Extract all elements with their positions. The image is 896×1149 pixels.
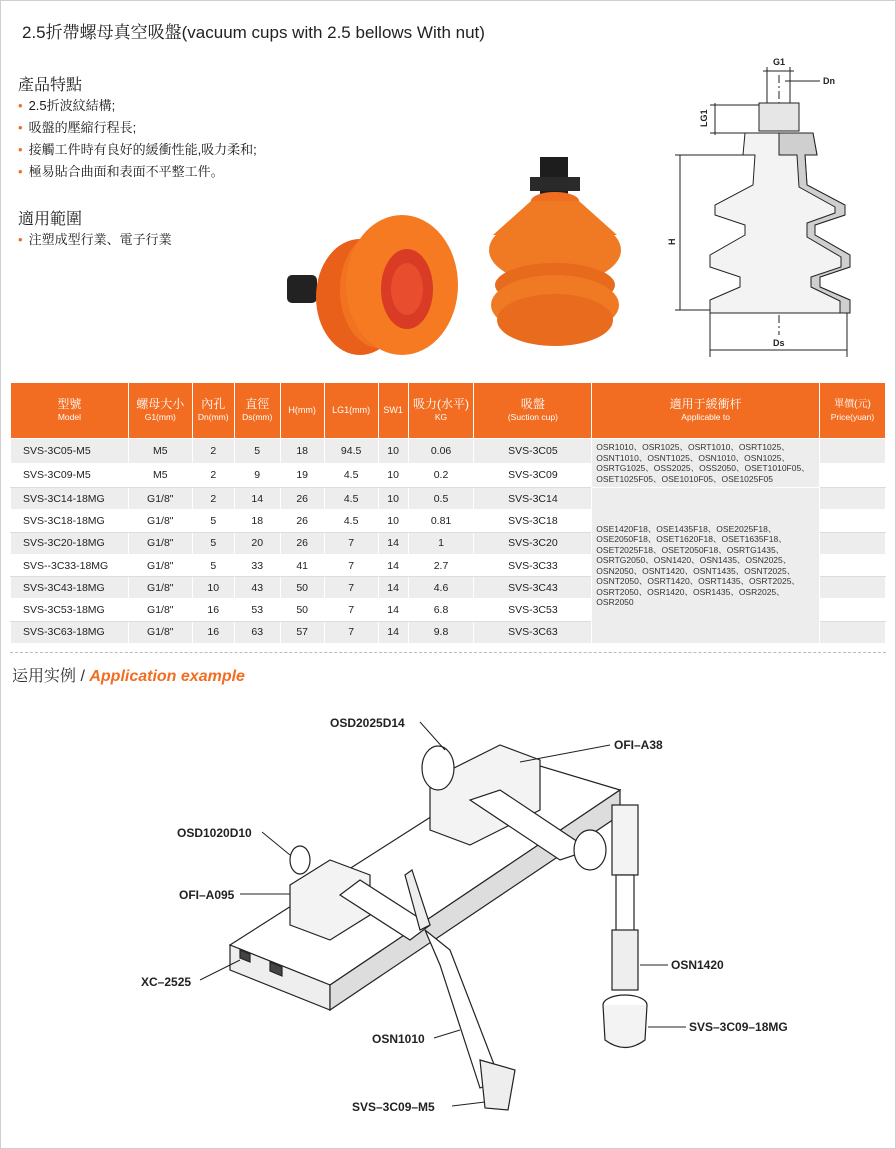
feature-item: • 接觸工件時有良好的緩衝性能,吸力柔和; xyxy=(18,139,257,161)
table-cell: 14 xyxy=(378,532,408,554)
table-cell: SVS-3C43-18MG xyxy=(11,577,129,599)
table-cell: SVS-3C14-18MG xyxy=(11,488,129,510)
table-cell: 57 xyxy=(280,621,324,643)
table-cell: SVS--3C33-18MG xyxy=(11,554,129,576)
price-cell xyxy=(819,554,885,576)
table-cell: 20 xyxy=(234,532,280,554)
table-cell: 50 xyxy=(280,577,324,599)
callout-ofi-a095: OFI–A095 xyxy=(179,888,235,902)
price-cell xyxy=(819,621,885,643)
table-cell: 50 xyxy=(280,599,324,621)
table-cell: 63 xyxy=(234,621,280,643)
application-assembly-drawing xyxy=(0,700,896,1140)
table-cell: 14 xyxy=(378,554,408,576)
table-cell: G1/8" xyxy=(128,621,192,643)
table-cell: 94.5 xyxy=(324,439,378,464)
table-cell: SVS-3C33 xyxy=(474,554,592,576)
table-cell: 10 xyxy=(378,439,408,464)
col-header: 內孔 Dn(mm) xyxy=(192,383,234,439)
col-header: 單價(元) Price(yuan) xyxy=(819,383,885,439)
page-title: 2.5折帶螺母真空吸盤(vacuum cups with 2.5 bellows With nut) xyxy=(22,23,485,42)
applicable-cell: OSE1420F18、OSE1435F18、OSE2025F18、OSE2050F18、OSET1620F18、OSET1635F18、OSET2025F18、OSET2050F18、OSRTG1435、OSRTG2050、OSN1420、OSN1435、OSN2025、OSN2050、OSNT1420、OSNT1435、OSNT2025、OSNT2050、OSRT1420、OSRT1435、OSRT2025、OSRT2050、OSR1420、OSR1435、OSR2025、OSR2050 xyxy=(592,488,820,644)
table-cell: 14 xyxy=(378,599,408,621)
lg1-label: LG1 xyxy=(699,109,709,127)
table-cell: 18 xyxy=(234,510,280,532)
table-cell: SVS-3C14 xyxy=(474,488,592,510)
table-cell: 0.5 xyxy=(408,488,474,510)
table-cell: 5 xyxy=(192,532,234,554)
callout-osn1420: OSN1420 xyxy=(671,958,724,972)
table-cell: 2 xyxy=(192,488,234,510)
table-cell: 19 xyxy=(280,463,324,488)
table-cell: 18 xyxy=(280,439,324,464)
table-cell: 1 xyxy=(408,532,474,554)
table-cell: 0.06 xyxy=(408,439,474,464)
col-header: 吸力(水平) KG xyxy=(408,383,474,439)
table-cell: 26 xyxy=(280,532,324,554)
table-row xyxy=(11,439,886,464)
table-cell: 7 xyxy=(324,532,378,554)
table-cell: 10 xyxy=(378,463,408,488)
price-cell xyxy=(819,439,885,464)
col-header: 型號 Model xyxy=(11,383,129,439)
usage-list xyxy=(18,229,172,251)
table-cell: 6.8 xyxy=(408,599,474,621)
dimension-drawing xyxy=(655,55,855,365)
table-cell: 10 xyxy=(378,510,408,532)
table-cell: 7 xyxy=(324,599,378,621)
col-header: H(mm) xyxy=(280,383,324,439)
table-cell: SVS-3C20-18MG xyxy=(11,532,129,554)
usage-item: • 注塑成型行業、電子行業 xyxy=(18,229,172,251)
table-cell: SVS-3C53-18MG xyxy=(11,599,129,621)
col-header: 螺母大小 G1(mm) xyxy=(128,383,192,439)
table-cell: 5 xyxy=(192,510,234,532)
table-cell: 4.6 xyxy=(408,577,474,599)
price-cell xyxy=(819,532,885,554)
section-divider xyxy=(10,652,886,653)
table-cell: SVS-3C63-18MG xyxy=(11,621,129,643)
callout-svs-3c09-m5: SVS–3C09–M5 xyxy=(352,1100,435,1114)
dn-label: Dn xyxy=(823,76,835,86)
usage-heading: 適用範圍 xyxy=(18,211,83,228)
feature-item: • 2.5折波紋結構; xyxy=(18,95,257,117)
table-cell: 53 xyxy=(234,599,280,621)
table-cell: SVS-3C05 xyxy=(474,439,592,464)
table-cell: 2 xyxy=(192,439,234,464)
table-cell: SVS-3C09-M5 xyxy=(11,463,129,488)
table-cell: M5 xyxy=(128,463,192,488)
callout-osd2025d14: OSD2025D14 xyxy=(330,716,405,730)
price-cell xyxy=(819,463,885,488)
table-cell: G1/8" xyxy=(128,510,192,532)
table-cell: 7 xyxy=(324,621,378,643)
table-cell: SVS-3C18-18MG xyxy=(11,510,129,532)
price-cell xyxy=(819,488,885,510)
col-header: 直徑 Ds(mm) xyxy=(234,383,280,439)
table-cell: 43 xyxy=(234,577,280,599)
suction-cup-front-photo xyxy=(485,155,635,355)
features-heading: 產品特點 xyxy=(18,77,83,94)
table-cell: SVS-3C63 xyxy=(474,621,592,643)
callout-svs-3c09-18mg: SVS–3C09–18MG xyxy=(689,1020,788,1034)
table-cell: SVS-3C18 xyxy=(474,510,592,532)
table-cell: 2 xyxy=(192,463,234,488)
table-cell: 26 xyxy=(280,510,324,532)
table-cell: 9 xyxy=(234,463,280,488)
application-title: 运用实例 / Application example xyxy=(12,668,245,685)
table-cell: 2.7 xyxy=(408,554,474,576)
table-cell: M5 xyxy=(128,439,192,464)
table-cell: SVS-3C09 xyxy=(474,463,592,488)
col-header: 吸盤 (Suction cup) xyxy=(474,383,592,439)
table-cell: 5 xyxy=(192,554,234,576)
callout-osn1010: OSN1010 xyxy=(372,1032,425,1046)
table-cell: G1/8" xyxy=(128,577,192,599)
feature-item: • 吸盤的壓縮行程長; xyxy=(18,117,257,139)
table-cell: SVS-3C43 xyxy=(474,577,592,599)
table-cell: 10 xyxy=(192,577,234,599)
features-list xyxy=(18,95,257,183)
price-cell xyxy=(819,599,885,621)
table-cell: G1/8" xyxy=(128,599,192,621)
price-cell xyxy=(819,510,885,532)
table-cell: 4.5 xyxy=(324,463,378,488)
table-cell: G1/8" xyxy=(128,532,192,554)
table-cell: 0.2 xyxy=(408,463,474,488)
applicable-cell: OSR1010、OSR1025、OSRT1010、OSRT1025、OSNT1010、OSNT1025、OSN1010、OSN1025、OSRTG1025、OSS2025、OSS2050、OSET1010F05、OSET1025F05、OSE1010F05、OSE1025F05 xyxy=(592,439,820,488)
table-cell: 16 xyxy=(192,621,234,643)
table-cell: 14 xyxy=(378,577,408,599)
table-cell: G1/8" xyxy=(128,488,192,510)
table-row xyxy=(11,488,886,510)
callout-ofi-a38: OFI–A38 xyxy=(614,738,663,752)
table-cell: 0.81 xyxy=(408,510,474,532)
table-cell: 26 xyxy=(280,488,324,510)
suction-cup-side-photo xyxy=(282,205,467,355)
h-label: H xyxy=(667,238,677,245)
col-header: 適用于緩衝杆 Applicable to xyxy=(592,383,820,439)
spec-table xyxy=(10,382,886,644)
table-cell: 5 xyxy=(234,439,280,464)
table-cell: 10 xyxy=(378,488,408,510)
table-cell: 14 xyxy=(234,488,280,510)
table-cell: SVS-3C05-M5 xyxy=(11,439,129,464)
g1-label: G1 xyxy=(773,57,786,67)
table-cell: 7 xyxy=(324,577,378,599)
table-cell: SVS-3C53 xyxy=(474,599,592,621)
col-header: SW1 xyxy=(378,383,408,439)
table-cell: 4.5 xyxy=(324,510,378,532)
table-cell: 14 xyxy=(378,621,408,643)
table-cell: SVS-3C20 xyxy=(474,532,592,554)
table-cell: 7 xyxy=(324,554,378,576)
col-header: LG1(mm) xyxy=(324,383,378,439)
price-cell xyxy=(819,577,885,599)
feature-item: • 極易貼合曲面和表面不平整工件。 xyxy=(18,161,257,183)
ds-label: Ds xyxy=(773,338,785,348)
callout-xc-2525: XC–2525 xyxy=(141,975,192,989)
table-cell: G1/8" xyxy=(128,554,192,576)
callout-osd1020d10: OSD1020D10 xyxy=(177,826,252,840)
table-cell: 9.8 xyxy=(408,621,474,643)
table-cell: 4.5 xyxy=(324,488,378,510)
table-cell: 16 xyxy=(192,599,234,621)
table-header-row xyxy=(11,383,886,439)
table-cell: 41 xyxy=(280,554,324,576)
table-cell: 33 xyxy=(234,554,280,576)
